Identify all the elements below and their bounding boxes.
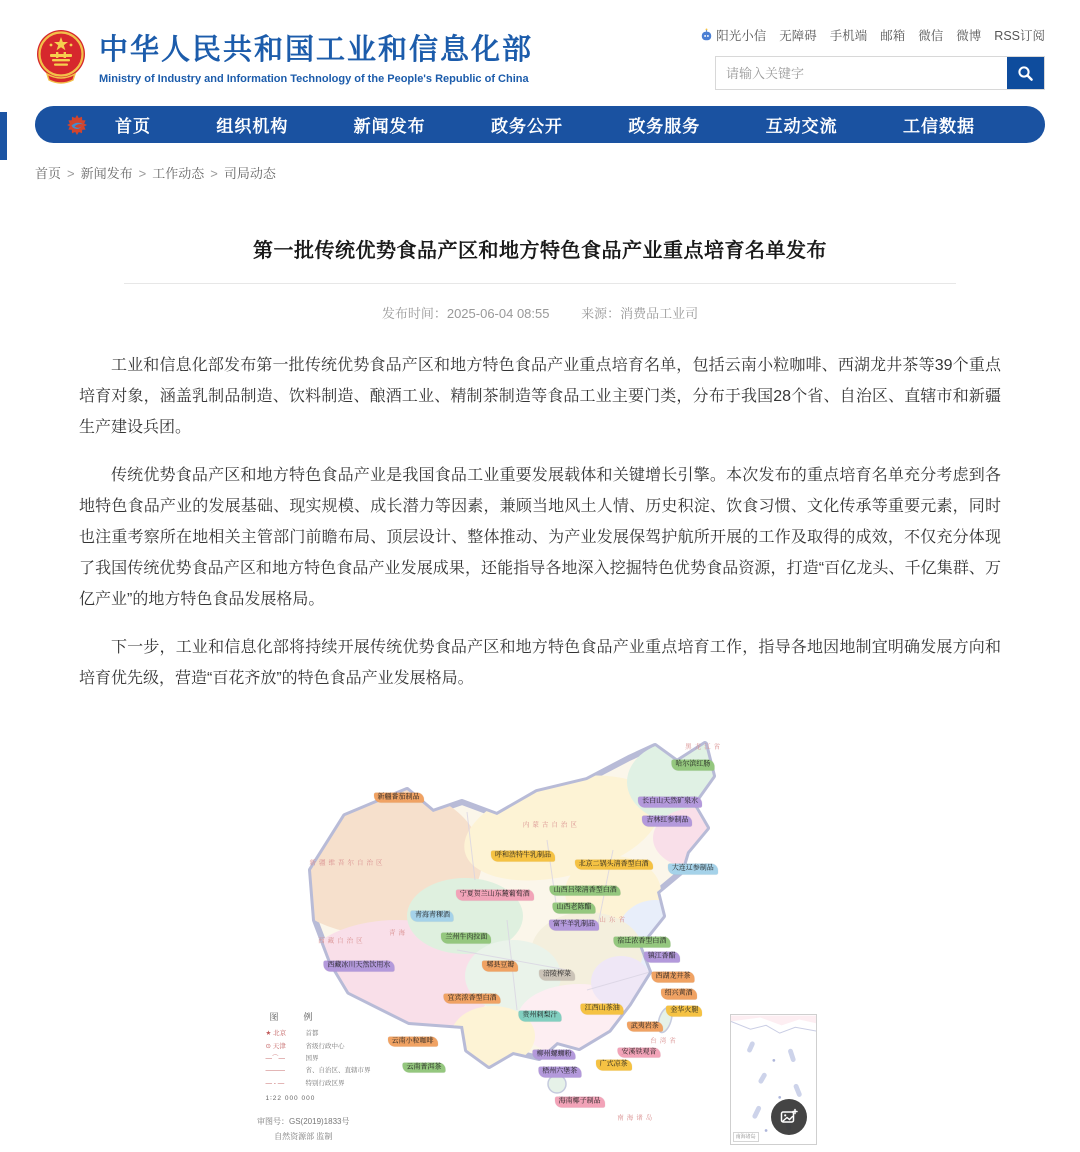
quick-link-weibo[interactable]: 微博 bbox=[956, 29, 982, 43]
breadcrumb-bureau-trends[interactable]: 司局动态 bbox=[223, 166, 276, 181]
map-food-label: 广式凉茶 bbox=[596, 1060, 632, 1071]
search-button[interactable] bbox=[1007, 57, 1044, 89]
site-subtitle: Ministry of Industry and Information Technology of the People's Republic of China bbox=[99, 73, 529, 85]
breadcrumb-home[interactable]: 首页 bbox=[35, 166, 62, 181]
miit-logo-icon bbox=[65, 113, 89, 137]
publish-time: 2025-06-04 08:55 bbox=[446, 306, 550, 321]
map-food-label: 哈尔滨红肠 bbox=[671, 760, 714, 771]
left-edge-accent bbox=[0, 112, 7, 160]
map-food-label: 新疆番茄制品 bbox=[374, 792, 424, 803]
mascot-icon bbox=[699, 28, 714, 43]
breadcrumb-separator: > bbox=[138, 166, 147, 181]
map-food-label: 安溪铁观音 bbox=[618, 1047, 661, 1058]
map-province-name: 西藏自治区 bbox=[318, 937, 366, 945]
search-box bbox=[715, 56, 1045, 90]
quick-link-mail[interactable]: 邮箱 bbox=[880, 29, 906, 43]
map-food-label: 江西山茶油 bbox=[581, 1004, 624, 1015]
legend-title: 图 例 bbox=[269, 1012, 321, 1023]
map-food-label: 云南小粒咖啡 bbox=[388, 1036, 438, 1047]
quick-link-sunshine[interactable]: 阳光小信 bbox=[699, 26, 766, 44]
map-food-label: 北京二锅头清香型白酒 bbox=[575, 859, 653, 870]
map-food-label: 涪陵榨菜 bbox=[539, 969, 575, 980]
quick-link-accessibility[interactable]: 无障碍 bbox=[779, 29, 817, 43]
nav-item-gov-services[interactable]: 政务服务 bbox=[628, 117, 701, 136]
map-food-label: 宜宾浓香型白酒 bbox=[444, 993, 501, 1004]
breadcrumb-separator: > bbox=[210, 166, 218, 181]
breadcrumb-work-trends[interactable]: 工作动态 bbox=[152, 166, 205, 181]
quick-links bbox=[715, 26, 1045, 44]
map-food-label: 西藏冰川天然饮用水 bbox=[323, 961, 394, 972]
breadcrumb-separator: > bbox=[67, 166, 75, 181]
map-producer: 自然资源部 监制 bbox=[274, 1131, 333, 1141]
map-approval bbox=[257, 1115, 349, 1144]
map-food-label: 大连辽参制品 bbox=[668, 864, 718, 875]
publish-time-label: 发布时间： bbox=[381, 306, 447, 321]
map-food-label: 西湖龙井茶 bbox=[652, 972, 695, 983]
map-food-label: 青海青稞酒 bbox=[411, 911, 454, 922]
expand-image-button[interactable] bbox=[771, 1099, 807, 1135]
map-food-label: 山西老陈醋 bbox=[552, 902, 595, 913]
article-paragraph: 传统优势食品产区和地方特色食品产业是我国食品工业重要发展载体和关键增长引擎。本次发布的重点培育名单充分考虑到各地特色食品产业的发展基础、现实规模、成长潜力等因素，兼顾当地风土人情、历史积淀、饮食习惯、文化传承等重要元素，同时也注重考察所在地相关主管部门前瞻布局、顶层设计、整体推动、为产业发展保驾护航所开展的工作及取得的成效，不仅充分体现了我国传统优势食品产区和地方特色食品产业发展成果，还能指导各地深入挖掘特色优势食品资源，打造“百亿龙头、千亿集群、万亿产业”的地方特色食品发展格局。 bbox=[79, 466, 1001, 609]
map-food-label: 宿迁浓香型白酒 bbox=[613, 937, 670, 948]
map-scale: 1∶22 000 000 bbox=[265, 1095, 316, 1103]
quick-link-rss[interactable]: RSS订阅 bbox=[994, 29, 1045, 43]
title-divider bbox=[124, 283, 956, 284]
nav-item-data[interactable]: 工信数据 bbox=[902, 117, 975, 136]
nav-item-organization[interactable]: 组织机构 bbox=[216, 117, 289, 136]
map-food-label: 金华火腿 bbox=[666, 1006, 702, 1017]
page-title: 第一批传统优势食品产区和地方特色食品产业重点培育名单发布 bbox=[253, 240, 827, 262]
map-food-label: 长白山天然矿泉水 bbox=[638, 797, 702, 808]
site-brand[interactable] bbox=[35, 22, 533, 90]
map-province-name: 新疆维吾尔自治区 bbox=[309, 859, 386, 867]
map-food-label: 梧州六堡茶 bbox=[538, 1067, 581, 1078]
map-province-name: 黑龙江省 bbox=[685, 743, 724, 751]
map-food-label: 云南普洱茶 bbox=[402, 1062, 445, 1073]
breadcrumb-news[interactable]: 新闻发布 bbox=[80, 166, 133, 181]
main-nav bbox=[35, 106, 1045, 143]
nav-item-interaction[interactable]: 互动交流 bbox=[765, 117, 838, 136]
map-province-name: 青海 bbox=[389, 929, 408, 937]
map-food-label: 山西吕梁清香型白酒 bbox=[550, 885, 621, 896]
search-input[interactable] bbox=[716, 57, 1007, 89]
breadcrumb bbox=[35, 163, 1045, 182]
map-food-label: 柳州螺蛳粉 bbox=[533, 1049, 576, 1060]
inset-caption: 南海诸岛 bbox=[733, 1132, 759, 1143]
china-food-map bbox=[257, 720, 823, 1152]
map-province-name: 台湾省 bbox=[650, 1037, 679, 1045]
article-paragraph: 下一步，工业和信息化部将持续开展传统优势食品产区和地方特色食品产业重点培育工作，指导各地因地制宜明确发展方向和培育优先级，营造“百花齐放”的特色食品产业发展格局。 bbox=[79, 638, 1001, 687]
source: 消费品工业司 bbox=[620, 306, 699, 321]
article-meta bbox=[35, 303, 1045, 322]
quick-link-mobile[interactable]: 手机端 bbox=[829, 29, 868, 43]
map-province-name: 山东省 bbox=[599, 916, 628, 924]
map-legend: 图 例 ★ 北京 首都 ⊙ 天津 省级行政中心 —⌒— 国界 ——— 省、自治区、直辖市界 — - — 特别行政区界 1∶22 000 000 bbox=[265, 1009, 370, 1105]
article-body bbox=[79, 350, 1001, 694]
site-header bbox=[35, 0, 1045, 90]
article-paragraph: 工业和信息化部发布第一批传统优势食品产区和地方特色食品产业重点培育名单，包括云南小粒咖啡、西湖龙井茶等39个重点培育对象，涵盖乳制品制造、饮料制造、酿酒工业、精制茶制造等食品工业主要门类，分布于我国28个省、自治区、直辖市和新疆生产建设兵团。 bbox=[79, 357, 1001, 437]
search-icon bbox=[1017, 65, 1034, 82]
map-food-label: 镇江香醋 bbox=[644, 952, 680, 963]
nav-item-home[interactable]: 首页 bbox=[115, 117, 151, 136]
map-food-label: 呼和浩特牛乳制品 bbox=[491, 851, 555, 862]
national-emblem-icon bbox=[35, 28, 87, 84]
quick-link-wechat[interactable]: 微信 bbox=[918, 29, 944, 43]
map-province-name: 内蒙古自治区 bbox=[522, 821, 580, 829]
map-food-label: 贵州刺梨汁 bbox=[519, 1010, 562, 1021]
map-food-label: 富平羊乳制品 bbox=[549, 920, 599, 931]
map-food-label: 吉林红参制品 bbox=[642, 816, 692, 827]
site-title: 中华人民共和国工业和信息化部 bbox=[99, 34, 534, 66]
map-food-label: 海南椰子制品 bbox=[555, 1097, 605, 1108]
image-plus-icon bbox=[780, 1108, 798, 1126]
map-food-label: 郫县豆瓣 bbox=[482, 961, 518, 972]
map-food-label: 宁夏贺兰山东麓葡萄酒 bbox=[456, 889, 534, 900]
map-approval-number: 审图号：GS(2019)1833号 bbox=[257, 1117, 350, 1127]
map-province-name: 南海诸岛 bbox=[617, 1114, 656, 1122]
nav-item-news[interactable]: 新闻发布 bbox=[353, 117, 426, 136]
map-food-label: 武夷岩茶 bbox=[627, 1021, 663, 1032]
map-food-label: 兰州牛肉拉面 bbox=[441, 933, 491, 944]
source-label: 来源： bbox=[581, 306, 621, 321]
nav-items bbox=[115, 112, 975, 137]
nav-item-gov-disclosure[interactable]: 政务公开 bbox=[490, 117, 563, 136]
map-food-label: 绍兴黄酒 bbox=[661, 989, 697, 1000]
